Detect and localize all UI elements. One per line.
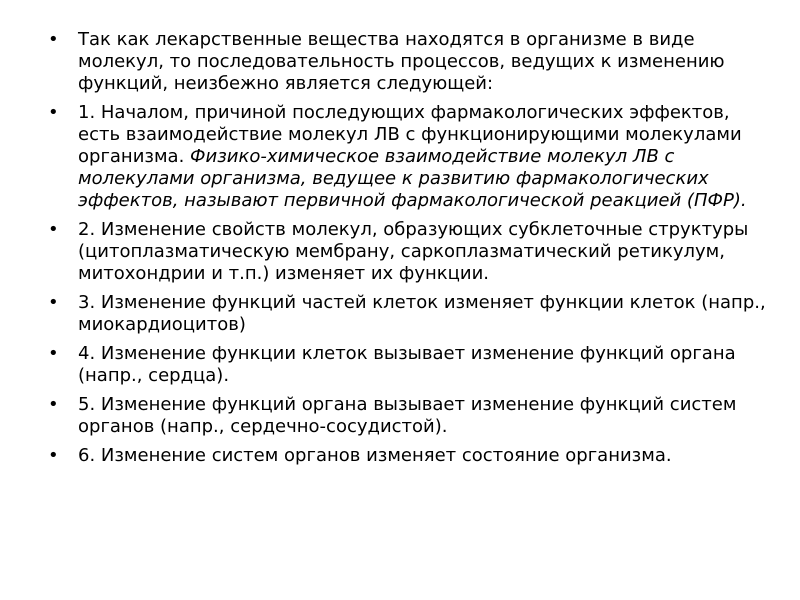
bullet-item-3 [48,292,768,336]
bullet-text-italic-definition: Физико-химическое взаимодействие молекул ЛВ с молекулами организма, ведущее к развитию фармакологических эффектов, называют первичной фармакологической реакцией (ПФР). [78,146,747,211]
bullet-text [78,102,768,212]
bullet-text: 6. Изменение систем органов изменяет состояние организма. [78,445,672,466]
bullet-dot-icon: • [48,445,59,466]
bullet-dot-icon: • [48,102,59,123]
bullet-text-regular: 1. Началом, причиной последующих фармакологических эффектов, есть взаимодействие молекул ЛВ с функционирующими молекулами организма. [78,102,742,167]
bullet-item-6 [48,445,768,467]
bullet-item-2 [48,219,768,285]
bullet-dot-icon: • [48,343,59,364]
bullet-item-5 [48,394,768,438]
bullet-dot-icon: • [48,29,59,50]
bullet-list [48,29,768,474]
bullet-dot-icon: • [48,219,59,240]
bullet-text: 2. Изменение свойств молекул, образующих субклеточные структуры (цитоплазматическую мембрану, саркоплазматический ретикулум, митохондрии и т.п.) изменяет их функции. [78,219,749,284]
bullet-text: 5. Изменение функций органа вызывает изменение функций систем органов (напр., сердечно-сосудистой). [78,394,737,437]
bullet-text: 3. Изменение функций частей клеток изменяет функции клеток (напр., миокардиоцитов) [78,292,766,335]
bullet-item-1 [48,102,768,212]
bullet-dot-icon: • [48,394,59,415]
bullet-text: Так как лекарственные вещества находятся в организме в виде молекул, то последовательность процессов, ведущих к изменению функций, неизбежно является следующей: [78,29,725,94]
bullet-dot-icon: • [48,292,59,313]
bullet-item-4 [48,343,768,387]
bullet-text: 4. Изменение функции клеток вызывает изменение функций органа (напр., сердца). [78,343,736,386]
bullet-item-intro [48,29,768,95]
